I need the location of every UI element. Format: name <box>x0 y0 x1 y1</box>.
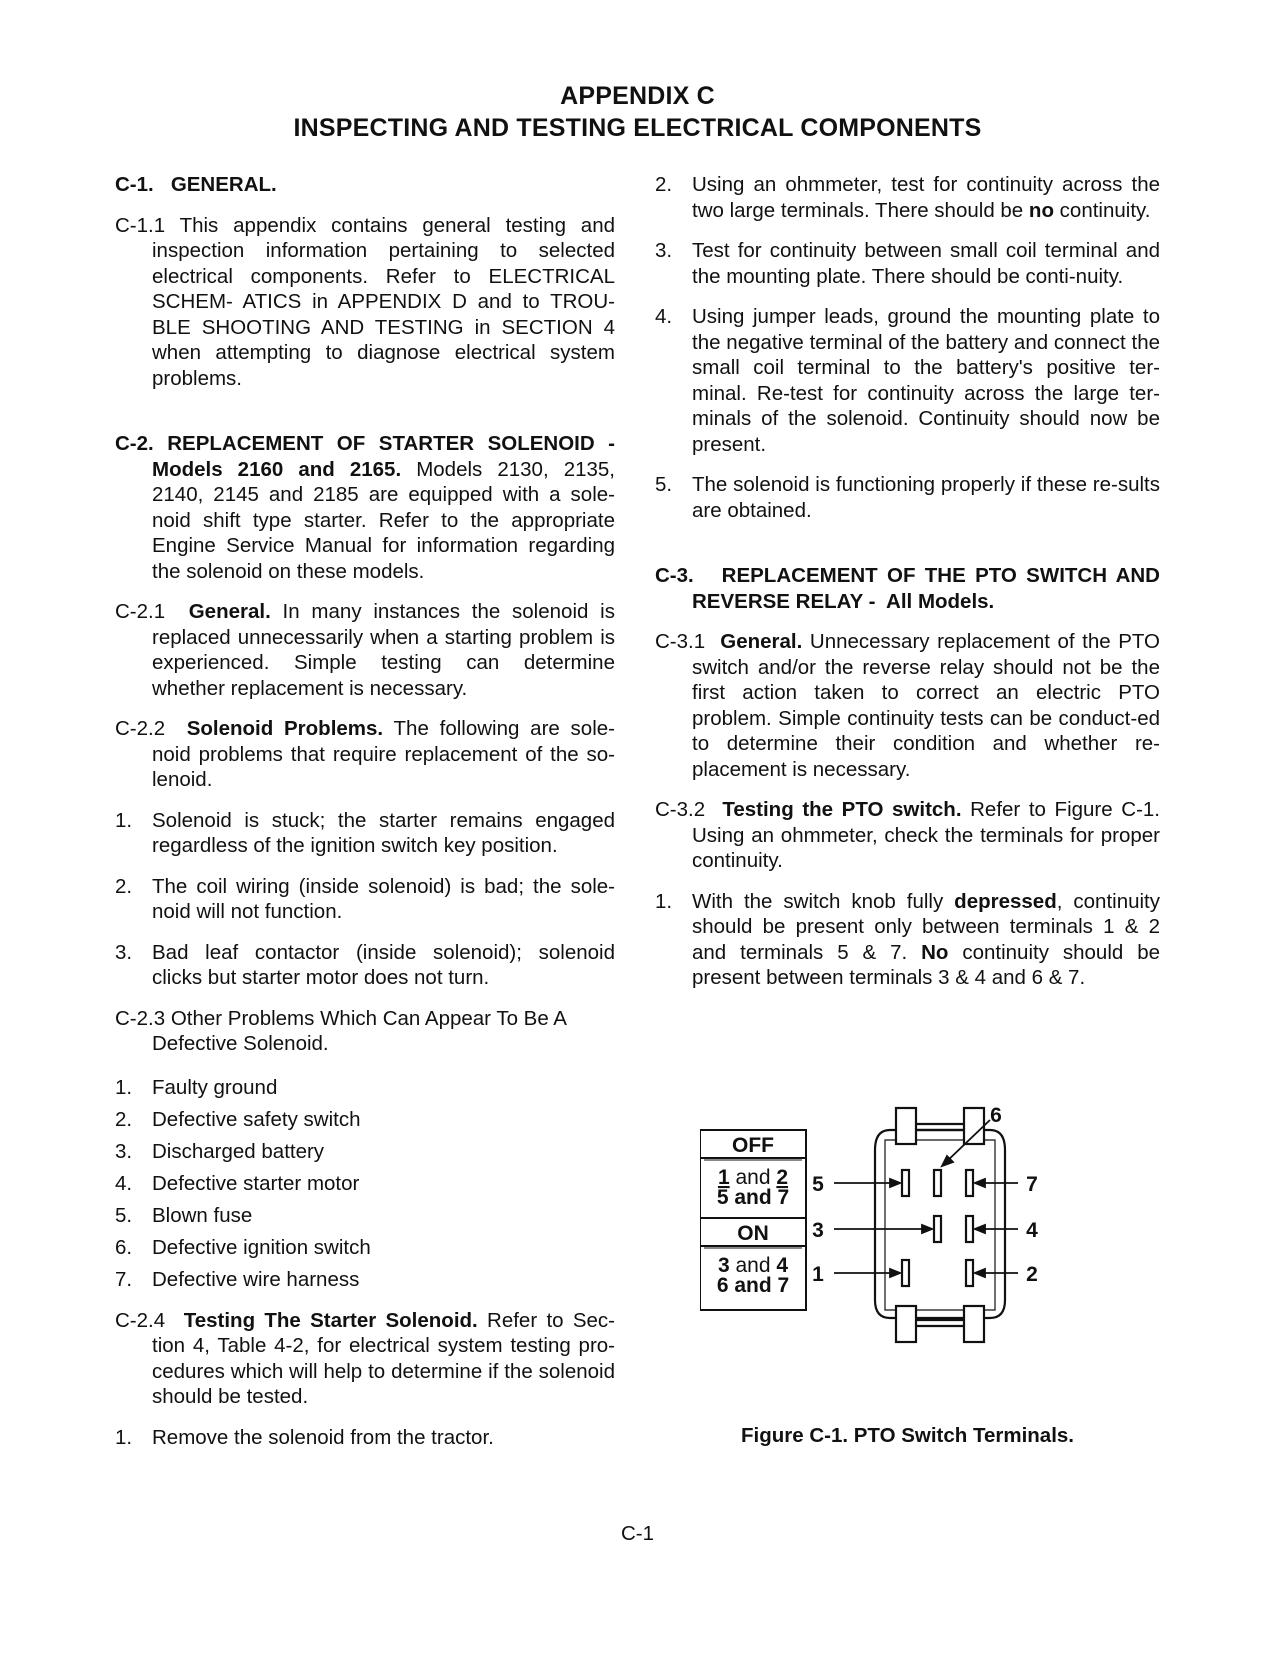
list-item <box>655 889 1160 991</box>
terminal-5 <box>902 1170 909 1196</box>
list-text: Defective wire harness <box>152 1267 360 1291</box>
list-text: Defective starter motor <box>152 1171 360 1195</box>
terminal-2 <box>966 1260 973 1286</box>
arrow-icon <box>975 1269 985 1277</box>
appendix-title: APPENDIX C <box>560 82 715 110</box>
terminal-label-2: 2 <box>1026 1263 1038 1286</box>
list-item <box>115 808 615 859</box>
paragraph-c2-1 <box>115 599 615 701</box>
list-text: The solenoid is functioning properly if these re-sults are obtained. <box>692 473 1160 522</box>
list-text: Discharged battery <box>152 1139 325 1163</box>
list-item <box>115 1264 615 1296</box>
page-number: C-1 <box>620 1522 655 1545</box>
terminal-3 <box>934 1216 941 1242</box>
list-text: , continuity should be present only between terminals 1 & 2 and terminals 5 & 7. <box>692 889 1160 964</box>
list-number: 2. <box>115 874 133 898</box>
table-off-row2: 5 and 7 <box>716 1186 790 1209</box>
list-text: Using jumper leads, ground the mounting plate to the negative terminal of the battery and connect the small coil terminal to the battery's positive ter-minal. Re-test for continuity across the large ter-minals of the solenoid. Continuity should now be present. <box>692 305 1160 456</box>
paragraph-c2-1-text: In many instances the solenoid is replaced unnecessarily when a starting problem is experienced. Simple testing can determine whether replacement is necessary. <box>152 600 615 700</box>
terminal-label-1: 1 <box>812 1263 824 1286</box>
list-text: With the switch knob fully <box>692 889 955 913</box>
arrow-icon <box>975 1225 985 1233</box>
list-number: 2. <box>655 173 673 196</box>
terminal-number: 4 <box>776 1254 789 1277</box>
list-number: 4. <box>655 305 673 328</box>
list-item <box>115 1425 615 1451</box>
list-number: 3. <box>115 1139 133 1163</box>
list-text: continuity. <box>1053 198 1151 222</box>
terminal-4 <box>966 1216 973 1242</box>
list-text: Using an ohmmeter, test for continuity across the two large terminals. There should be <box>692 173 1160 222</box>
section-c3-heading: C-3. REPLACEMENT OF THE PTO SWITCH AND REVERSE RELAY - All Models. <box>655 564 1166 613</box>
list-number: 2. <box>115 1107 133 1131</box>
list-text: Remove the solenoid from the tractor. <box>152 1425 494 1449</box>
list-item <box>115 874 615 925</box>
section-c1-heading: C-1. GENERAL. <box>115 173 277 196</box>
mounting-tab <box>896 1306 916 1342</box>
list-number: 7. <box>115 1267 133 1291</box>
terminal-number: 3 <box>717 1254 730 1277</box>
pto-switch-figure <box>700 1100 1060 1350</box>
figure-caption: Figure C-1. PTO Switch Terminals. <box>740 1424 1074 1447</box>
terminal-label-6: 6 <box>990 1104 1002 1127</box>
paragraph-number: C-2.1 <box>115 600 166 623</box>
mounting-tab <box>964 1306 984 1342</box>
paragraph-number: C-3.2 <box>655 798 706 821</box>
terminal-label-7: 7 <box>1026 1173 1038 1196</box>
list-number: 1. <box>115 808 133 832</box>
right-column <box>655 172 1166 1006</box>
appendix-subtitle: INSPECTING AND TESTING ELECTRICAL COMPONENTS <box>293 114 982 142</box>
list-number: 1. <box>115 1075 133 1099</box>
arrow-icon <box>890 1179 900 1187</box>
section-c2-heading-bold: C-2. REPLACEMENT OF STARTER SOLENOID - Models 2160 and 2165. <box>115 432 615 481</box>
terminal-number: 2 <box>776 1166 789 1189</box>
table-on-label: ON <box>737 1222 769 1245</box>
list-item <box>655 238 1160 289</box>
list-item <box>115 1072 615 1104</box>
list-item <box>115 1232 615 1264</box>
list-number: 3. <box>655 239 673 262</box>
list-item <box>115 1104 615 1136</box>
table-off-label: OFF <box>732 1134 774 1157</box>
list-number: 5. <box>115 1203 133 1227</box>
paragraph-c2-2-text: The following are sole-noid problems that require replacement of the so-lenoid. <box>152 717 615 791</box>
terminal-6 <box>934 1170 941 1196</box>
paragraph-c1-1: C-1.1 This appendix contains general testing and inspection information pertaining to selected electrical components. Refer to ELECTRICAL SCHEM- ATICS in APPENDIX D and to TROU-BLE SHOOTING AND TESTING in SECTION 4 when attempting to diagnose electrical system problems. <box>115 213 615 390</box>
table-on-row2: 6 and 7 <box>716 1274 790 1297</box>
terminal-label-5: 5 <box>812 1173 824 1196</box>
list-number: 5. <box>655 473 673 496</box>
terminal-label-4: 4 <box>1026 1219 1038 1242</box>
list-text: Faulty ground <box>152 1075 278 1099</box>
paragraph-c3-2-bold: Testing the PTO switch. <box>722 798 962 821</box>
section-c2-heading-text: Models 2130, 2135, 2140, 2145 and 2185 are equipped with a sole-noid shift type starter. Refer to the appropriate Engine Service Manual for information regarding the solenoid on these models. <box>152 457 615 583</box>
terminal-number: 1 <box>717 1166 730 1189</box>
paragraph-c3-1-text: Unnecessary replacement of the PTO switch and/or the reverse relay should not be the first action taken to correct an electric PTO problem. Simple continuity tests can be conduct-ed to determine their condition and whether re-placement is necessary. <box>692 630 1160 781</box>
paragraph-c2-4 <box>115 1308 615 1410</box>
list-item <box>655 304 1160 457</box>
list-text: Defective safety switch <box>152 1107 361 1131</box>
list-text: Defective ignition switch <box>152 1235 371 1259</box>
table-and: and <box>729 1166 777 1189</box>
left-column <box>115 172 615 1465</box>
list-item <box>115 1136 615 1168</box>
paragraph-c2-3: C-2.3 Other Problems Which Can Appear To Be A Defective Solenoid. <box>115 1006 566 1055</box>
paragraph-number: C-3.1 <box>655 630 706 653</box>
list-text: continuity should be present between terminals 3 & 4 and 6 & 7. <box>692 940 1160 989</box>
list-item <box>115 940 615 991</box>
list-text-bold: no <box>1028 198 1054 222</box>
list-text: Bad leaf contactor (inside solenoid); solenoid clicks but starter motor does not turn. <box>152 940 615 989</box>
paragraph-c3-1 <box>655 629 1160 782</box>
list-item <box>115 1168 615 1200</box>
paragraph-number: C-2.4 <box>115 1308 166 1332</box>
arrow-icon <box>890 1269 900 1277</box>
list-number: 1. <box>115 1425 133 1449</box>
paragraph-c3-2-text: Refer to Figure C-1. Using an ohmmeter, check the terminals for proper continuity. <box>692 798 1160 872</box>
list-item <box>655 472 1160 523</box>
paragraph-c2-4-bold: Testing The Starter Solenoid. <box>183 1308 478 1332</box>
mounting-tab <box>964 1108 984 1144</box>
terminal-7 <box>966 1170 973 1196</box>
paragraph-number: C-2.2 <box>115 717 166 740</box>
terminal-1 <box>902 1260 909 1286</box>
list-number: 4. <box>115 1171 133 1195</box>
list-number: 3. <box>115 940 133 964</box>
arrow-icon <box>975 1179 985 1187</box>
section-c2-heading <box>115 431 615 584</box>
terminal-label-3: 3 <box>812 1219 824 1242</box>
list-text-bold: No <box>921 940 949 964</box>
list-text: Blown fuse <box>152 1203 253 1227</box>
paragraph-c2-2-bold: Solenoid Problems. <box>186 717 384 740</box>
paragraph-c3-2 <box>655 797 1160 874</box>
table-and: and <box>729 1254 777 1277</box>
list-text: Test for continuity between small coil terminal and the mounting plate. There should be conti-nuity. <box>692 239 1160 288</box>
paragraph-c2-1-bold: General. <box>188 600 271 623</box>
leader-lines <box>834 1120 1018 1277</box>
list-text-bold: depressed <box>954 889 1057 913</box>
list-item <box>655 172 1160 223</box>
mounting-tab <box>896 1108 916 1144</box>
list-number: 6. <box>115 1235 133 1259</box>
paragraph-c2-2 <box>115 716 615 793</box>
paragraph-c3-1-bold: General. <box>720 630 803 653</box>
arrow-icon <box>922 1225 932 1233</box>
list-item <box>115 1200 615 1232</box>
list-text: Solenoid is stuck; the starter remains engaged regardless of the ignition switch key position. <box>152 808 615 857</box>
paragraph-c2-4-text: Refer to Sec-tion 4, Table 4-2, for electrical system testing pro-cedures which will help to determine if the solenoid should be tested. <box>152 1308 615 1408</box>
list-text: The coil wiring (inside solenoid) is bad; the sole-noid will not function. <box>152 874 615 923</box>
list-number: 1. <box>655 889 673 913</box>
